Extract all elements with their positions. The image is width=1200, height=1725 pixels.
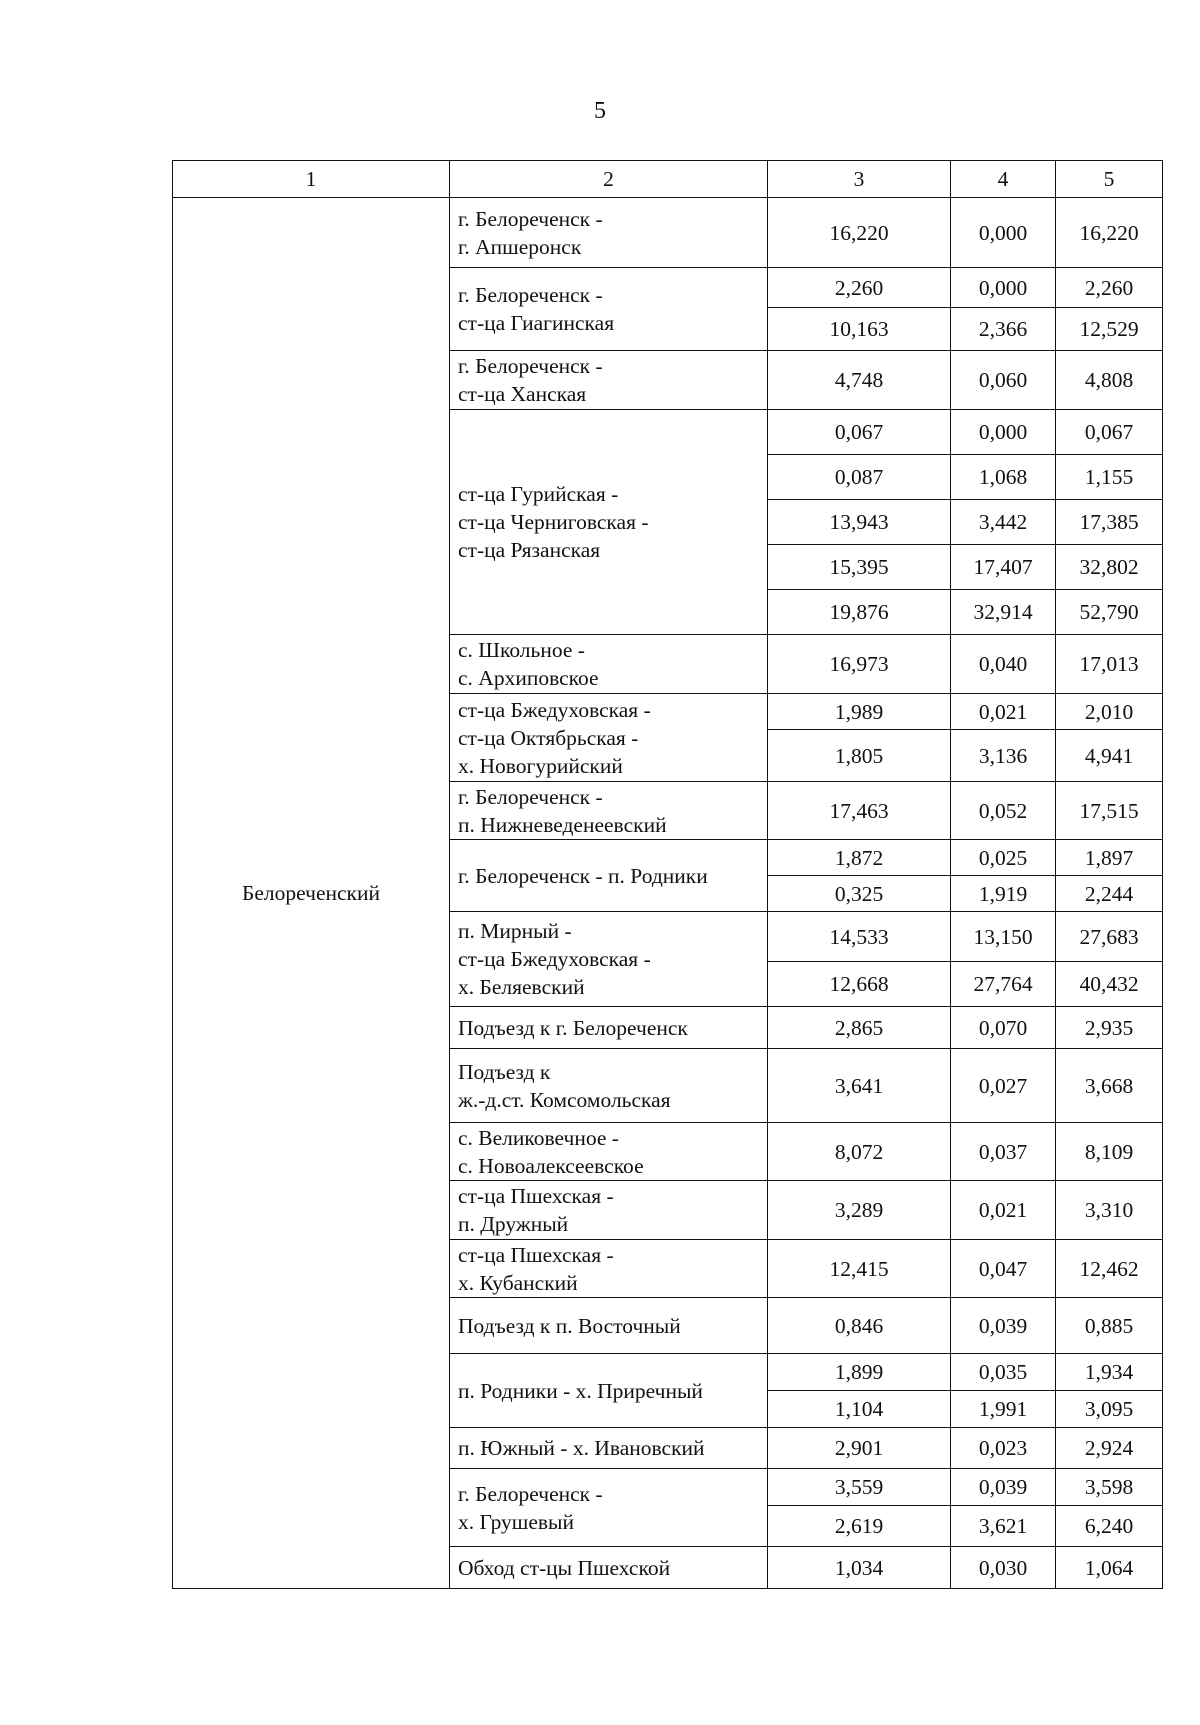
value-cell: 0,000 (951, 198, 1056, 268)
value-cell: 8,109 (1056, 1123, 1163, 1181)
value-cell: 17,407 (951, 545, 1056, 590)
value-cell: 2,935 (1056, 1007, 1163, 1049)
roads-body (173, 198, 1163, 1589)
value-cell: 4,941 (1056, 730, 1163, 782)
road-name-line: ст-ца Пшехская - (458, 1242, 614, 1267)
road-name (450, 1123, 768, 1181)
road-name (450, 1049, 768, 1123)
value-cell: 3,136 (951, 730, 1056, 782)
value-cell: 2,260 (1056, 268, 1163, 308)
value-cell: 2,901 (768, 1428, 951, 1469)
value-cell: 16,973 (768, 635, 951, 694)
value-cell: 1,872 (768, 840, 951, 876)
road-name-line: ст-ца Ханская (458, 382, 587, 406)
road-name (450, 1240, 768, 1298)
value-cell: 17,515 (1056, 782, 1163, 840)
value-cell: 0,037 (951, 1123, 1056, 1181)
value-cell: 0,030 (951, 1547, 1056, 1589)
road-name (450, 782, 768, 840)
value-cell: 0,060 (951, 351, 1056, 410)
roads-table (172, 160, 1163, 1589)
road-name (450, 1469, 768, 1547)
value-cell: 0,885 (1056, 1298, 1163, 1354)
road-name-line: п. Нижневеденеевский (458, 812, 667, 837)
road-name-line: с. Новоалексеевское (458, 1153, 644, 1178)
road-name (450, 840, 768, 912)
value-cell: 0,067 (768, 410, 951, 455)
road-name-line: ст-ца Рязанская (458, 538, 601, 562)
road-name (450, 1298, 768, 1354)
value-cell: 3,621 (951, 1506, 1056, 1547)
road-name-line: Подъезд к п. Восточный (458, 1313, 681, 1338)
road-name-line: ст-ца Бжедуховская - (458, 947, 651, 971)
value-cell: 52,790 (1056, 590, 1163, 635)
road-name-line: г. Белореченск - (458, 1481, 603, 1506)
road-name (450, 1428, 768, 1469)
page-number: 5 (594, 98, 606, 124)
road-name-line: п. Мирный - (458, 919, 572, 943)
value-cell: 0,040 (951, 635, 1056, 694)
value-cell: 0,087 (768, 455, 951, 500)
value-cell: 2,010 (1056, 694, 1163, 730)
road-name-line: ж.-д.ст. Комсомольская (458, 1087, 671, 1112)
value-cell: 0,070 (951, 1007, 1056, 1049)
road-name-line: х. Грушевый (458, 1509, 574, 1534)
road-name-line: х. Беляевский (458, 975, 585, 999)
header-cell: 5 (1056, 161, 1163, 198)
value-cell: 1,155 (1056, 455, 1163, 500)
value-cell: 1,068 (951, 455, 1056, 500)
value-cell: 1,919 (951, 876, 1056, 912)
road-name-line: п. Южный - х. Ивановский (458, 1436, 705, 1460)
value-cell: 17,013 (1056, 635, 1163, 694)
value-cell: 1,989 (768, 694, 951, 730)
value-cell: 15,395 (768, 545, 951, 590)
road-name-line: х. Новогурийский (458, 753, 623, 778)
road-name-line: ст-ца Бжедуховская - (458, 697, 651, 722)
road-name (450, 1181, 768, 1240)
value-cell: 2,244 (1056, 876, 1163, 912)
value-cell: 2,865 (768, 1007, 951, 1049)
road-name-line: г. Белореченск - (458, 206, 603, 231)
value-cell: 0,067 (1056, 410, 1163, 455)
road-name-line: Подъезд к (458, 1059, 551, 1084)
value-cell: 1,104 (768, 1391, 951, 1428)
road-name (450, 1007, 768, 1049)
value-cell: 1,034 (768, 1547, 951, 1589)
value-cell: 3,641 (768, 1049, 951, 1123)
value-cell: 4,808 (1056, 351, 1163, 410)
road-name (450, 268, 768, 351)
value-cell: 3,598 (1056, 1469, 1163, 1506)
road-name (450, 351, 768, 410)
value-cell: 2,924 (1056, 1428, 1163, 1469)
value-cell: 3,442 (951, 500, 1056, 545)
value-cell: 1,934 (1056, 1354, 1163, 1391)
road-name-line: с. Архиповское (458, 666, 599, 690)
value-cell: 1,899 (768, 1354, 951, 1391)
district-name: Белореченский (173, 198, 450, 1589)
value-cell: 19,876 (768, 590, 951, 635)
road-name-line: ст-ца Черниговская - (458, 510, 649, 534)
value-cell: 4,748 (768, 351, 951, 410)
road-name (450, 410, 768, 635)
road-name-line: Обход ст-цы Пшехской (458, 1555, 671, 1580)
value-cell: 0,000 (951, 410, 1056, 455)
header-cell: 1 (173, 161, 450, 198)
value-cell: 0,039 (951, 1298, 1056, 1354)
value-cell: 27,764 (951, 962, 1056, 1007)
header-row (173, 161, 1163, 198)
road-name-line: ст-ца Октябрьская - (458, 725, 639, 750)
road-name (450, 635, 768, 694)
value-cell: 0,052 (951, 782, 1056, 840)
header-cell: 3 (768, 161, 951, 198)
value-cell: 1,064 (1056, 1547, 1163, 1589)
value-cell: 2,260 (768, 268, 951, 308)
value-cell: 0,025 (951, 840, 1056, 876)
value-cell: 12,668 (768, 962, 951, 1007)
road-name-line: х. Кубанский (458, 1270, 578, 1295)
value-cell: 6,240 (1056, 1506, 1163, 1547)
road-name-line: г. Белореченск - (458, 283, 603, 307)
road-name-line: г. Белореченск - (458, 784, 603, 809)
value-cell: 13,150 (951, 912, 1056, 962)
value-cell: 0,039 (951, 1469, 1056, 1506)
value-cell: 0,021 (951, 1181, 1056, 1240)
value-cell: 3,559 (768, 1469, 951, 1506)
value-cell: 12,415 (768, 1240, 951, 1298)
value-cell: 16,220 (768, 198, 951, 268)
value-cell: 3,095 (1056, 1391, 1163, 1428)
road-name-line: г. Апшеронск (458, 234, 582, 259)
road-name-line: Подъезд к г. Белореченск (458, 1015, 688, 1040)
value-cell: 1,991 (951, 1391, 1056, 1428)
value-cell: 40,432 (1056, 962, 1163, 1007)
value-cell: 16,220 (1056, 198, 1163, 268)
value-cell: 17,385 (1056, 500, 1163, 545)
road-name-line: ст-ца Гурийская - (458, 482, 619, 506)
road-name-line: г. Белореченск - п. Родники (458, 863, 708, 888)
value-cell: 32,802 (1056, 545, 1163, 590)
value-cell: 10,163 (768, 308, 951, 351)
header-cell: 4 (951, 161, 1056, 198)
value-cell: 1,805 (768, 730, 951, 782)
value-cell: 0,047 (951, 1240, 1056, 1298)
value-cell: 3,668 (1056, 1049, 1163, 1123)
value-cell: 0,035 (951, 1354, 1056, 1391)
road-name (450, 198, 768, 268)
value-cell: 0,846 (768, 1298, 951, 1354)
road-name-line: п. Родники - х. Приречный (458, 1378, 703, 1403)
road-name-line: п. Дружный (458, 1212, 569, 1236)
value-cell: 0,027 (951, 1049, 1056, 1123)
header-cell: 2 (450, 161, 768, 198)
value-cell: 0,021 (951, 694, 1056, 730)
value-cell: 3,289 (768, 1181, 951, 1240)
value-cell: 32,914 (951, 590, 1056, 635)
value-cell: 14,533 (768, 912, 951, 962)
value-cell: 2,619 (768, 1506, 951, 1547)
value-cell: 2,366 (951, 308, 1056, 351)
value-cell: 17,463 (768, 782, 951, 840)
road-name (450, 912, 768, 1007)
value-cell: 12,462 (1056, 1240, 1163, 1298)
road-name-line: ст-ца Пшехская - (458, 1184, 614, 1208)
road-name (450, 1354, 768, 1428)
value-cell: 0,000 (951, 268, 1056, 308)
road-name-line: ст-ца Гиагинская (458, 311, 615, 335)
value-cell: 12,529 (1056, 308, 1163, 351)
road-name (450, 1547, 768, 1589)
road-name-line: с. Школьное - (458, 638, 585, 662)
value-cell: 13,943 (768, 500, 951, 545)
table-row (173, 198, 1163, 268)
value-cell: 0,023 (951, 1428, 1056, 1469)
value-cell: 27,683 (1056, 912, 1163, 962)
value-cell: 1,897 (1056, 840, 1163, 876)
value-cell: 8,072 (768, 1123, 951, 1181)
value-cell: 3,310 (1056, 1181, 1163, 1240)
road-name (450, 694, 768, 782)
value-cell: 0,325 (768, 876, 951, 912)
road-name-line: г. Белореченск - (458, 354, 603, 378)
road-name-line: с. Великовечное - (458, 1125, 619, 1150)
